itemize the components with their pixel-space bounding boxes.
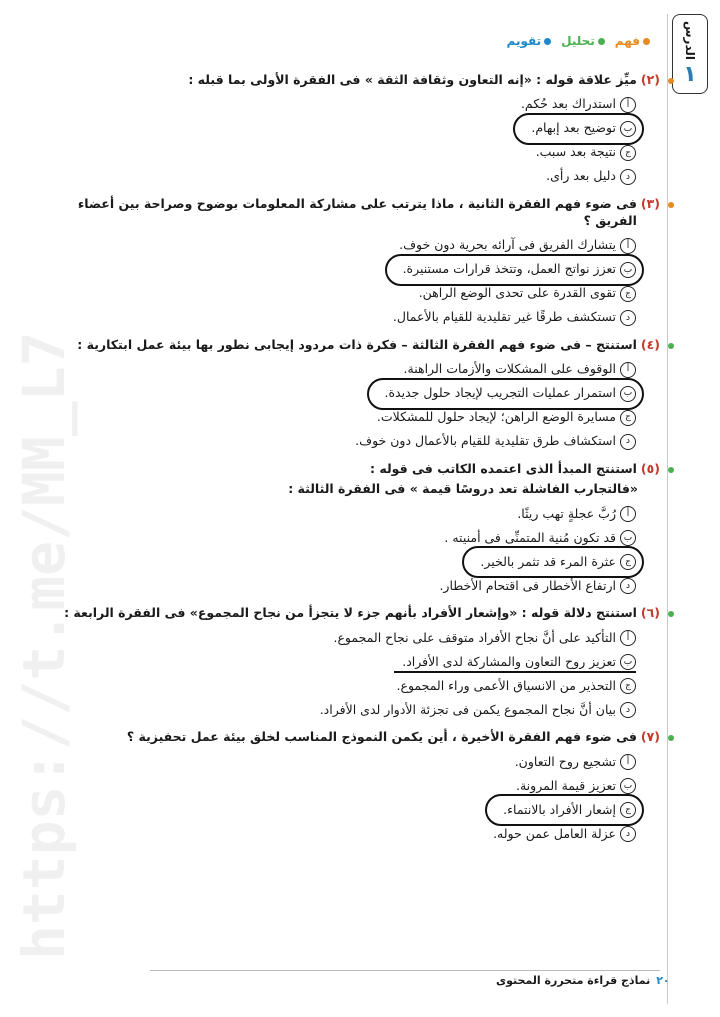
option-text: التأكيد على أنَّ نجاح الأفراد متوقف على نجاح المجموع. [333,629,616,645]
question-head [60,461,660,478]
skill-legend [500,34,650,48]
option-text: إشعار الأفراد بالانتماء. [503,801,616,817]
option-letter-badge: ب [620,386,636,402]
question-text: ميِّز علاقة قوله : «إنه التعاون وثقافة الثقة » فى الفقرة الأولى بما قبله : [188,72,637,87]
option-letter-badge: ب [620,121,636,137]
legend-item-tahlil [561,34,605,48]
question-6 [60,605,660,722]
option-text: دليل بعد رأى. [546,168,616,184]
question-head [60,337,660,354]
options-list [60,358,636,454]
options-list [60,93,636,189]
option-letter-badge: د [620,702,636,718]
option-text: نتيجة بعد سبب. [535,144,616,160]
option-text: تقوى القدرة على تحدى الوضع الراهن. [418,285,616,301]
options-list [60,626,636,722]
option-text: تعزيز روح التعاون والمشاركة لدى الأفراد. [402,653,616,669]
option-letter-badge: أ [620,630,636,646]
option-letter-badge: د [620,826,636,842]
option-text: الوقوف على المشكلات والأزمات الراهنة. [403,361,616,377]
option-letter-badge: ج [620,802,636,818]
question-number: (٣) [640,195,660,211]
option-letter-badge: ج [620,410,636,426]
page-number: ٢٠ [656,974,670,987]
question-head [60,729,660,746]
lesson-number: ١ [683,62,697,88]
option-b[interactable] [377,382,636,406]
option-c[interactable] [528,141,636,165]
green-dot-icon [598,38,605,45]
option-letter-badge: ب [620,778,636,794]
option-c[interactable] [389,674,636,698]
question-7 [60,729,660,846]
book-title: نماذج قراءة متحررة المحتوى [496,974,651,987]
option-letter-badge: ب [620,530,636,546]
option-letter-badge: د [620,310,636,326]
option-letter-badge: أ [620,97,636,113]
option-d[interactable] [485,822,636,846]
option-d[interactable] [312,698,636,722]
legend-label: فهم [614,34,640,48]
option-text: استكشاف طرق تقليدية للقيام بالأعمال دون خوف. [355,433,616,449]
legend-item-fahm [615,34,650,48]
option-letter-badge: د [620,169,636,185]
page-footer [496,974,670,987]
option-text: تستكشف طرقًا غير تقليدية للقيام بالأعمال. [392,309,616,325]
option-letter-badge: أ [620,506,636,522]
option-a[interactable] [325,626,636,650]
option-a[interactable] [507,750,636,774]
option-text: مسايرة الوضع الراهن؛ لإيجاد حلول للمشكلات. [376,409,616,425]
question-bullet-icon [668,343,674,349]
option-d[interactable] [385,306,636,330]
option-b[interactable] [523,117,636,141]
legend-label: تقويم [506,34,542,48]
option-letter-badge: أ [620,238,636,254]
options-list [60,502,636,598]
question-5 [60,461,660,599]
footer-rule [150,970,660,971]
orange-dot-icon [643,38,650,45]
option-b[interactable] [395,258,636,282]
option-letter-badge: ج [620,286,636,302]
question-head [60,72,660,89]
option-letter-badge: د [620,578,636,594]
option-b[interactable] [394,650,636,674]
blue-dot-icon [544,38,551,45]
option-letter-badge: ب [620,654,636,670]
option-letter-badge: ج [620,554,636,570]
question-head [60,605,660,622]
option-letter-badge: ج [620,145,636,161]
question-number: (٦) [640,605,660,621]
question-quote: «فالتجارب الفاشلة تعد دروسًا قيمة » فى الفقرة الثالثة : [288,481,638,497]
lesson-label: الدرس [683,20,697,61]
option-d[interactable] [431,574,636,598]
option-text: تشجيع روح التعاون. [514,753,616,769]
option-letter-badge: د [620,434,636,450]
question-text: استنتج المبدأ الذى اعتمده الكاتب فى قوله : [370,460,637,476]
option-text: عزلة العامل عمن حوله. [493,825,616,841]
options-list [60,234,636,330]
option-d[interactable] [347,430,636,454]
option-d[interactable] [538,165,636,189]
option-c[interactable] [472,550,636,574]
option-text: يتشارك الفريق فى آرائه بحرية دون خوف. [399,237,616,253]
option-text: تعزز نواتج العمل، وتتخذ قرارات مستنيرة. [402,261,616,277]
option-text: عثرة المرء قد تثمر بالخير. [480,553,616,569]
question-number: (٥) [640,460,660,476]
legend-label: تحليل [561,34,595,48]
option-letter-badge: أ [620,362,636,378]
question-4 [60,337,660,454]
question-bullet-icon [668,202,674,208]
legend-item-taqwim [507,34,552,48]
option-text: رُبَّ عجلةٍ تهب ريثًا. [517,505,616,521]
question-text: فى ضوء فهم الفقرة الثانية ، ماذا يترتب على مشاركة المعلومات بوضوح وصراحة بين أعضاء الفريق ؟ [77,195,637,228]
option-a[interactable] [509,502,636,526]
option-text: استدراك بعد حُكم. [520,96,616,112]
question-bullet-icon [668,78,674,84]
question-text: فى ضوء فهم الفقرة الأخيرة ، أين يكمن النموذج المناسب لخلق بيئة عمل تحفيزية ؟ [126,729,637,745]
option-text: التحذير من الانسياق الأعمى وراء المجموع. [396,677,616,693]
option-letter-badge: أ [620,754,636,770]
lesson-tab-box [672,14,708,94]
question-text: استنتج – فى ضوء فهم الفقرة الثالثة – فكرة ذات مردود إيجابى نطور بها بيئة عمل ابتكارية : [77,336,637,352]
option-text: قد تكون مُنية المتمنِّى فى أمنيته . [444,529,616,545]
question-number: (٢) [640,72,660,87]
lesson-side-tab [667,14,712,1004]
watermark: https://t.me/MM_L7 [10,331,78,960]
question-text: استنتج دلالة قوله : «وإشعار الأفراد بأنهم جزء لا يتجزأ من نجاح المجموع» فى الفقرة الرابعة : [64,605,637,621]
question-number: (٤) [640,336,660,352]
question-head [60,196,660,230]
option-letter-badge: ج [620,678,636,694]
option-c[interactable] [495,798,636,822]
option-text: توضيح بعد إبهام. [531,120,616,136]
option-text: بيان أنَّ نجاح المجموع يكمن فى تجزئة الأدوار لدى الأفراد. [319,701,616,717]
question-3 [60,196,660,330]
question-number: (٧) [640,729,660,745]
option-text: استمرار عمليات التجريب لإيجاد حلول جديدة. [384,385,616,401]
question-bullet-icon [668,467,674,473]
option-text: ارتفاع الأخطار فى اقتحام الأخطار. [439,577,616,593]
question-2 [60,72,660,189]
option-text: تعزيز قيمة المرونة. [516,777,616,793]
option-c[interactable] [369,406,636,430]
questions-list [60,72,660,853]
option-c[interactable] [411,282,636,306]
options-list [60,750,636,846]
option-letter-badge: ب [620,262,636,278]
